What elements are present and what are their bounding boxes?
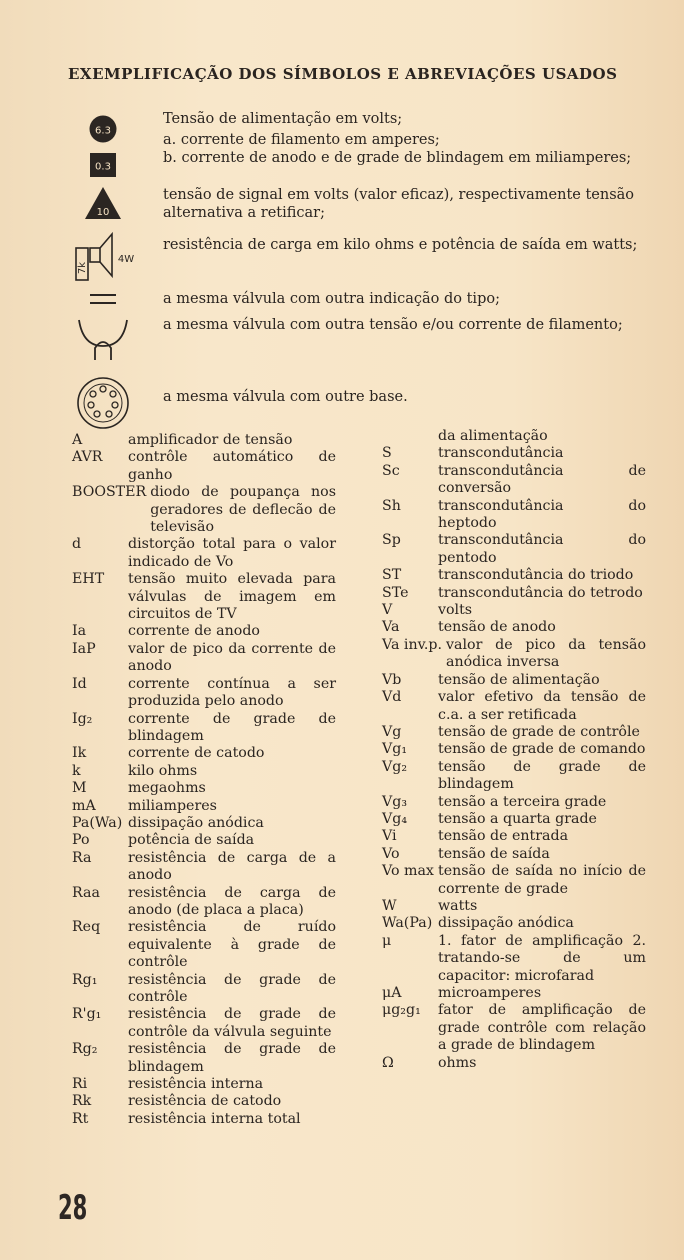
abbreviation-entry bbox=[72, 1111, 336, 1128]
abbreviation-term: Sc bbox=[382, 462, 400, 479]
abbreviation-entry bbox=[382, 741, 646, 758]
abbreviation-entry bbox=[382, 619, 646, 636]
abbreviation-term: Vi bbox=[382, 828, 397, 845]
abbreviation-entry bbox=[382, 863, 646, 898]
abbreviation-term: Rg₂ bbox=[72, 1041, 98, 1058]
circle-symbol-label: 6.3 bbox=[95, 125, 111, 137]
same-type-text: a mesma válvula com outra indicação do tipo; bbox=[163, 291, 500, 307]
abbreviation-entry bbox=[72, 763, 336, 780]
abbreviation-entry bbox=[382, 1002, 646, 1054]
abbreviation-entry bbox=[382, 1055, 646, 1072]
abbreviation-entry bbox=[72, 919, 336, 971]
abbreviation-definition: valor efetivo da tensão de c.a. a ser retificada bbox=[438, 689, 646, 723]
abbreviation-entry bbox=[382, 585, 646, 602]
abbreviation-term: Raa bbox=[72, 884, 100, 901]
abbreviation-term: Pa(Wa) bbox=[72, 814, 123, 831]
abbreviation-definition: resistência interna bbox=[128, 1076, 264, 1093]
signal-text: tensão de signal em volts (valor eficaz), respectivamente tensão alternativa a retificar; bbox=[163, 187, 635, 221]
abbreviation-definition: tensão de grade de blindagem bbox=[438, 758, 646, 793]
abbreviation-term: AVR bbox=[72, 449, 103, 466]
abbreviation-entry bbox=[72, 641, 336, 676]
abbreviation-term: IaP bbox=[72, 640, 96, 657]
abbreviation-entry bbox=[72, 1041, 336, 1076]
load-speaker-symbol bbox=[60, 230, 146, 286]
symbol-row-signal bbox=[60, 186, 650, 226]
triangle-symbol-label: 10 bbox=[96, 207, 110, 218]
abbreviation-term: M bbox=[72, 780, 87, 797]
same-base-text: a mesma válvula com outre base. bbox=[163, 389, 408, 405]
abbreviation-definition: transcondutância do pentodo bbox=[438, 532, 646, 566]
abbreviation-term: Wa(Pa) bbox=[382, 915, 433, 932]
abbreviation-definition: tensão de entrada bbox=[438, 828, 569, 845]
abbreviation-term: EHT bbox=[72, 571, 105, 588]
abbreviation-entry bbox=[382, 602, 646, 619]
load-resistor-label: 7k bbox=[77, 261, 88, 275]
abbreviation-entry bbox=[72, 885, 336, 920]
abbreviation-term: Vg₃ bbox=[382, 793, 408, 810]
abbreviation-definition: transcondutância bbox=[438, 445, 564, 462]
abbreviation-entry bbox=[382, 498, 646, 533]
abbreviation-entry bbox=[72, 832, 336, 849]
abbreviation-entry bbox=[72, 571, 336, 623]
symbol-row-same-base bbox=[60, 376, 650, 432]
abbreviation-term: Vg bbox=[382, 723, 402, 740]
abbreviation-definition: kilo ohms bbox=[128, 762, 198, 779]
abbreviation-definition: tensão de saída no início de corrente de grade bbox=[438, 863, 646, 897]
abbreviation-term: Vg₁ bbox=[382, 741, 408, 758]
abbreviation-entry bbox=[382, 689, 646, 724]
abbreviation-entry bbox=[72, 1093, 336, 1110]
abbreviation-entry bbox=[382, 846, 646, 863]
tube-base-symbol bbox=[60, 376, 146, 430]
anode-text: b. corrente de anodo e de grade de blindagem em miliamperes; bbox=[163, 150, 632, 166]
abbreviation-term: Va inv.p. bbox=[382, 636, 443, 653]
supply-text: Tensão de alimentação em volts; bbox=[163, 111, 403, 127]
abbreviation-entry bbox=[72, 798, 336, 815]
abbreviation-definition: resistência de catodo bbox=[128, 1093, 282, 1110]
abbreviation-term: A bbox=[72, 432, 83, 448]
abbreviation-definition: corrente de anodo bbox=[128, 623, 260, 640]
abbreviation-definition: corrente de catodo bbox=[128, 745, 265, 762]
abbreviation-term: Sh bbox=[382, 497, 401, 514]
abbreviation-term: Sp bbox=[382, 532, 401, 549]
abbreviation-entry bbox=[72, 711, 336, 746]
abbreviation-entry bbox=[72, 745, 336, 762]
abbreviation-entry bbox=[72, 850, 336, 885]
abbreviation-term: Vb bbox=[382, 671, 402, 688]
abbreviation-term: Ω bbox=[382, 1054, 394, 1071]
abbreviation-term: Va bbox=[382, 619, 400, 636]
abbreviation-entry bbox=[382, 724, 646, 741]
abbreviation-term: Vo bbox=[382, 845, 400, 862]
abbreviation-definition: corrente contínua a ser produzida pelo anodo bbox=[128, 675, 336, 710]
abbreviation-term: Rg₁ bbox=[72, 971, 98, 988]
abbreviation-definition: diodo de poupança nos geradores de deflecão de televisão bbox=[150, 484, 336, 536]
abbreviation-definition: valor de pico da tensão anódica inversa bbox=[446, 636, 646, 671]
section-heading: EXEMPLIFICAÇÃO DOS SÍMBOLOS E ABREVIAÇÕES USADOS bbox=[68, 65, 618, 83]
abbreviation-entry bbox=[382, 463, 646, 498]
abbreviation-definition: tensão de anodo bbox=[438, 619, 556, 636]
abbreviation-definition: tensão de saída bbox=[438, 845, 550, 862]
abbreviation-definition: transcondutância do tetrodo bbox=[438, 584, 643, 601]
triangle-signal-symbol bbox=[60, 186, 146, 220]
abbreviation-definition: resistência de carga de a anodo bbox=[128, 849, 336, 884]
abbreviation-term: mA bbox=[72, 797, 96, 814]
abbreviation-entry bbox=[72, 815, 336, 832]
abbreviation-entry bbox=[382, 933, 646, 985]
circle-voltage-symbol bbox=[60, 114, 146, 144]
abbreviations-right-column bbox=[382, 428, 646, 1072]
abbreviation-definition: ohms bbox=[438, 1054, 477, 1071]
abbreviation-term: Rk bbox=[72, 1093, 92, 1110]
abbreviation-definition: fator de amplificação de grade contrôle com relação a grade de blindagem bbox=[438, 1002, 646, 1054]
abbreviation-term: Vo max bbox=[382, 863, 434, 880]
abbreviation-definition: resistência de grade de contrôle bbox=[128, 971, 336, 1005]
equals-symbol bbox=[60, 292, 146, 306]
abbreviation-definition: resistência de carga de anodo (de placa a placa) bbox=[128, 884, 336, 918]
filament-heater-symbol bbox=[60, 316, 146, 360]
abbreviation-definition: watts bbox=[438, 897, 478, 914]
symbol-row-supply bbox=[60, 110, 650, 190]
abbreviation-term: BOOSTER bbox=[72, 484, 147, 501]
abbreviation-definition: resistência interna total bbox=[128, 1110, 301, 1127]
abbreviation-term: Vg₂ bbox=[382, 758, 408, 775]
abbreviation-entry bbox=[382, 759, 646, 794]
abbreviation-term: μg₂g₁ bbox=[382, 1002, 421, 1019]
abbreviation-term: Ra bbox=[72, 849, 92, 866]
abbreviation-entry bbox=[382, 672, 646, 689]
abbreviation-entry bbox=[382, 567, 646, 584]
abbreviation-definition: transcondutância do triodo bbox=[438, 567, 634, 584]
abbreviation-term: μA bbox=[382, 985, 402, 1001]
abbreviation-entry bbox=[382, 445, 646, 462]
square-symbol-label: 0.3 bbox=[95, 161, 111, 173]
abbreviation-definition: da alimentação bbox=[438, 428, 548, 444]
abbreviation-definition: tensão a terceira grade bbox=[438, 793, 607, 810]
abbreviation-entry bbox=[382, 915, 646, 932]
abbreviation-definition: valor de pico da corrente de anodo bbox=[128, 640, 336, 675]
abbreviation-definition: volts bbox=[438, 602, 473, 619]
abbreviation-definition: resistência de ruído equivalente à grade de contrôle bbox=[128, 919, 336, 971]
symbol-row-load bbox=[60, 230, 650, 290]
abbreviation-definition: amplificador de tensão bbox=[128, 432, 293, 448]
abbreviation-term: Req bbox=[72, 919, 101, 936]
abbreviation-definition: microamperes bbox=[438, 985, 542, 1001]
abbreviation-entry bbox=[382, 828, 646, 845]
abbreviations-left-column bbox=[72, 432, 336, 1128]
abbreviation-entry bbox=[382, 532, 646, 567]
square-current-symbol bbox=[60, 152, 146, 178]
abbreviation-definition: 1. fator de amplificação 2. tratando-se de um capacitor: microfarad bbox=[438, 932, 646, 984]
abbreviation-entry bbox=[72, 623, 336, 640]
load-power-label: 4W bbox=[117, 254, 135, 265]
abbreviation-definition: corrente de grade de blindagem bbox=[128, 710, 336, 744]
abbreviation-term: Ik bbox=[72, 745, 87, 762]
abbreviation-term: Ia bbox=[72, 623, 87, 640]
symbol-row-same-voltage bbox=[60, 316, 650, 362]
abbreviation-term: μ bbox=[382, 932, 392, 949]
abbreviation-term: R'g₁ bbox=[72, 1006, 102, 1023]
abbreviation-definition: resistência de grade de contrôle da válvula seguinte bbox=[128, 1006, 336, 1040]
abbreviation-definition: megaohms bbox=[128, 780, 206, 797]
abbreviation-definition: miliamperes bbox=[128, 797, 217, 814]
abbreviation-entry bbox=[382, 794, 646, 811]
abbreviation-definition: tensão muito elevada para válvulas de imagem em circuitos de TV bbox=[128, 571, 336, 623]
abbreviation-term: STe bbox=[382, 584, 409, 601]
symbol-row-same-type bbox=[60, 290, 650, 312]
abbreviation-term: ST bbox=[382, 567, 402, 584]
abbreviation-definition: dissipação anódica bbox=[438, 915, 574, 932]
abbreviation-entry bbox=[72, 780, 336, 797]
abbreviation-entry bbox=[382, 637, 646, 672]
abbreviation-entry bbox=[382, 898, 646, 915]
abbreviation-term: k bbox=[72, 762, 81, 779]
abbreviation-definition: tensão de grade de contrôle bbox=[438, 723, 640, 740]
abbreviation-term: Po bbox=[72, 832, 90, 849]
abbreviation-definition: tensão a quarta grade bbox=[438, 810, 597, 827]
abbreviation-definition: dissipação anódica bbox=[128, 814, 264, 831]
abbreviation-definition: tensão de alimentação bbox=[438, 671, 600, 688]
abbreviation-entry bbox=[72, 972, 336, 1007]
abbreviation-term: S bbox=[382, 445, 392, 462]
abbreviation-entry bbox=[72, 536, 336, 571]
abbreviation-definition: contrôle automático de ganho bbox=[128, 449, 336, 483]
abbreviation-term: Id bbox=[72, 675, 87, 692]
abbreviation-term: Ig₂ bbox=[72, 710, 93, 727]
abbreviation-definition: resistência de grade de blindagem bbox=[128, 1041, 336, 1075]
abbreviation-entry bbox=[72, 449, 336, 484]
abbreviation-definition: transcondutância do heptodo bbox=[438, 497, 646, 532]
abbreviation-definition: tensão de grade de comando bbox=[438, 741, 646, 758]
load-text: resistência de carga em kilo ohms e potência de saída em watts; bbox=[163, 237, 638, 253]
abbreviation-term: Vd bbox=[382, 689, 402, 706]
abbreviation-term: Rt bbox=[72, 1110, 89, 1127]
abbreviation-entry bbox=[72, 1006, 336, 1041]
filament-text: a. corrente de filamento em amperes; bbox=[163, 132, 440, 148]
abbreviation-entry bbox=[72, 1076, 336, 1093]
abbreviation-entry bbox=[382, 811, 646, 828]
abbreviation-definition: transcondutância de conversão bbox=[438, 462, 646, 497]
abbreviation-term: Vg₄ bbox=[382, 810, 408, 827]
abbreviation-definition: potência de saída bbox=[128, 832, 255, 849]
abbreviation-definition: distorção total para o valor indicado de Vo bbox=[128, 536, 336, 570]
abbreviation-entry bbox=[72, 484, 336, 536]
abbreviation-term bbox=[382, 428, 438, 445]
abbreviation-entry bbox=[72, 676, 336, 711]
abbreviation-term: V bbox=[382, 602, 393, 619]
abbreviation-entry bbox=[382, 428, 646, 445]
abbreviation-entry bbox=[382, 985, 646, 1002]
abbreviation-term: W bbox=[382, 897, 397, 914]
abbreviation-term: d bbox=[72, 536, 82, 553]
page-number: 28 bbox=[58, 1188, 88, 1228]
same-voltage-text: a mesma válvula com outra tensão e/ou corrente de filamento; bbox=[163, 317, 623, 333]
abbreviation-entry bbox=[72, 432, 336, 449]
abbreviation-term: Ri bbox=[72, 1076, 88, 1093]
